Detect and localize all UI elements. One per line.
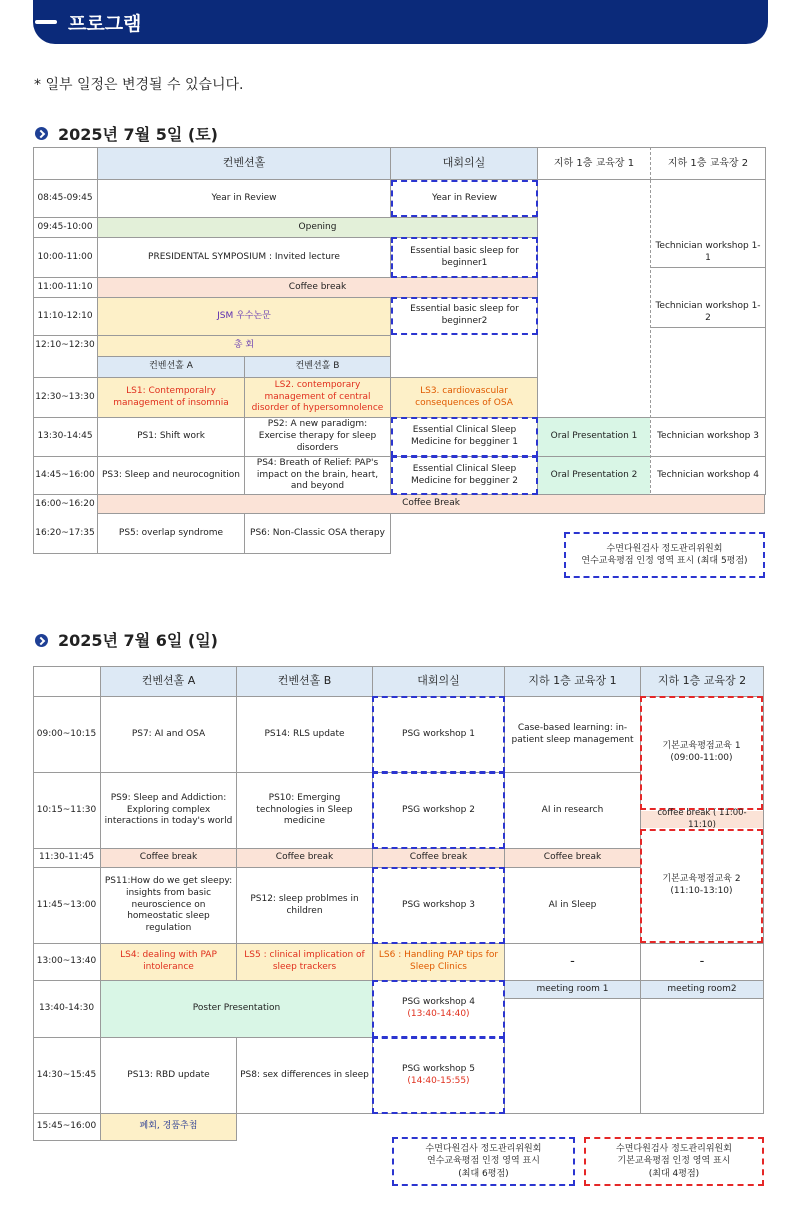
time-slot: 08:45-09:45 [37,192,93,203]
session-ps13: PS13: RBD update [127,1069,210,1080]
empty-slot-dash: - [570,953,575,969]
time-slot: 10:00-11:00 [37,251,93,262]
day1-schedule-table [33,147,766,554]
session-ps6: PS6: Non-Classic OSA therapy [250,528,385,539]
session-technician-4: Technician workshop 4 [657,469,759,480]
session-closing: 폐회, 경품추첨 [101,1114,236,1140]
session-basic-education-1: 기본교육평점교육 1 (09:00-11:00) [640,696,763,810]
time-slot: 14:30~15:45 [36,1069,97,1080]
session-ls1: LS1: Contemporalry management of insomnia [98,378,244,417]
time-slot: 12:30~13:30 [35,391,95,402]
session-psg-workshop-5 [372,1037,505,1114]
session-oral-2: Oral Presentation 2 [538,457,650,494]
session-essential-basic-2: Essential basic sleep for beginner2 [391,297,538,335]
session-ecsm-2: Essential Clinical Sleep Medicine for begginer 2 [391,456,538,495]
session-ps11: PS11:How do we get sleepy: insights from basic neuroscience on homeostatic sleep regulation [104,876,233,934]
session-essential-basic-1: Essential basic sleep for beginner1 [391,237,538,278]
session-ps8: PS8: sex differences in sleep [240,1069,369,1080]
session-psg-workshop-1: PSG workshop 1 [372,696,505,773]
page-title: 프로그램 [68,13,142,35]
time-slot: 09:00~10:15 [36,728,97,739]
header-main-room: 대회의실 [373,667,504,696]
psg4-time: (13:40-14:40) [407,1009,470,1019]
session-ls5: LS5 : clinical implication of sleep trackers [237,944,372,980]
time-slot: 11:45~13:00 [36,899,97,910]
chevron-right-icon [35,127,48,140]
time-slot: 11:10-12:10 [37,310,93,321]
session-coffee-break-2: Coffee Break [98,495,765,514]
session-year-in-review-room: Year in Review [391,180,538,217]
session-ps12: PS12: sleep problmes in children [250,893,359,916]
psg5-time: (14:40-15:55) [407,1075,470,1086]
session-year-in-review: Year in Review [211,192,277,203]
session-coffee-break: Coffee break [237,849,372,867]
session-oral-1: Oral Presentation 1 [538,418,650,456]
legend-continuing-education: 수면다원검사 정도관리위원회 연수교육평점 인정 영역 표시 (최대 6평점) [392,1137,575,1186]
day2-title: 2025년 7월 6일 (일) [58,631,218,650]
psg5-label: PSG workshop 5 [402,1063,475,1074]
session-ps3: PS3: Sleep and neurocognition [102,469,240,480]
header-convention-hall: 컨벤션홀 [98,148,390,179]
session-technician-1-2: Technician workshop 1-2 [655,300,761,323]
banner-dash-icon [35,20,57,24]
day2-schedule-table [33,666,764,1141]
session-ps2: PS2: A new paradigm: Exercise therapy for sleep disorders [258,419,377,453]
meeting-room-2: meeting room2 [641,981,763,998]
subheader-hall-a: 컨벤션홀 A [98,357,244,377]
legend-continuing-education: 수면다원검사 정도관리위원회 연수교육평점 인정 영역 표시 (최대 5평점) [564,532,765,578]
time-slot: 14:45~16:00 [35,469,95,480]
session-coffee-break: Coffee break [505,849,640,867]
time-slot: 13:40-14:30 [38,1003,95,1014]
session-presidental-symposium: PRESIDENTAL SYMPOSIUM : Invited lecture [148,251,340,262]
session-psg-workshop-3: PSG workshop 3 [372,867,505,944]
session-ai-in-research: AI in research [541,804,604,815]
time-slot: 12:10~12:30 [35,340,95,351]
schedule-notice: * 일부 일정은 변경될 수 있습니다. [34,77,244,93]
session-ecsm-1: Essential Clinical Sleep Medicine for begginer 1 [391,417,538,457]
session-ps4: PS4: Breath of Relief: PAP's impact on the brain, heart, and beyond [256,457,379,492]
session-basic-education-2: 기본교육평점교육 2 (11:10-13:10) [640,829,763,943]
session-psg-workshop-4 [372,980,505,1038]
time-slot: 10:15~11:30 [36,804,97,815]
session-ls3: LS3. cardiovascular consequences of OSA [391,378,537,417]
psg4-label: PSG workshop 4 [402,997,475,1008]
header-hall-a: 컨벤션홀 A [101,667,236,696]
session-psg-workshop-2: PSG workshop 2 [372,772,505,849]
session-technician-3: Technician workshop 3 [657,431,759,442]
session-coffee-break: Coffee break [101,849,236,867]
section-banner [33,0,768,44]
time-slot: 13:30-14:45 [37,431,93,442]
session-ps10: PS10: Emerging technologies in Sleep medicine [256,792,353,827]
chevron-right-icon [35,634,48,647]
header-edu-room-1: 지하 1층 교육장 1 [553,158,635,169]
empty-slot-dash: - [699,953,705,969]
session-coffee-break-basic: coffee break ( 11:00-11:10) [641,811,763,828]
header-edu-room-2: 지하 1층 교육장 2 [641,667,763,696]
time-slot: 11:00-11:10 [37,281,93,292]
time-slot: 13:00~13:40 [36,956,97,967]
session-ps14: PS14: RLS update [264,728,345,739]
session-case-based-learning: Case-based learning: in-patient sleep management [511,722,634,745]
session-ai-in-sleep: AI in Sleep [548,899,597,910]
session-technician-1-1: Technician workshop 1-1 [655,240,761,263]
session-ps1: PS1: Shift work [137,431,205,442]
header-hall-b: 컨벤션홀 B [237,667,372,696]
header-edu-room-2: 지하 1층 교육장 2 [667,158,749,169]
meeting-room-1: meeting room 1 [505,981,640,998]
session-ls2: LS2. contemporary management of central disorder of hypersomnolence [245,378,390,417]
session-ps9: PS9: Sleep and Addiction: Exploring complex interactions in today's world [104,792,233,827]
time-slot: 16:20~17:35 [35,528,95,539]
day1-title: 2025년 7월 5일 (토) [58,125,218,144]
time-slot: 15:45~16:00 [36,1121,97,1132]
legend-basic-education: 수면다원검사 정도관리위원회 기본교육평점 인정 영역 표시 (최대 4평점) [584,1137,764,1186]
session-ls6: LS6 : Handling PAP tips for Sleep Clinics [373,944,504,980]
session-jsm-awards: JSM 우수논문 [98,298,390,335]
session-general-assembly: 총 회 [98,336,390,356]
time-slot-blank [33,357,97,377]
session-ps7: PS7: AI and OSA [131,728,206,739]
time-slot: 09:45-10:00 [37,221,93,232]
time-slot: 16:00~16:20 [35,498,95,509]
header-edu-room-1: 지하 1층 교육장 1 [505,667,640,696]
session-poster-presentation: Poster Presentation [101,981,372,1037]
session-coffee-break: Coffee break [373,849,504,867]
session-ls4: LS4: dealing with PAP intolerance [101,944,236,980]
session-opening: Opening [98,218,537,237]
time-slot: 11:30-11:45 [38,852,95,863]
session-ps5: PS5: overlap syndrome [118,528,224,539]
subheader-hall-b: 컨벤션홀 B [245,357,390,377]
session-coffee-break: Coffee break [98,278,537,297]
header-main-room: 대회의실 [391,148,537,179]
